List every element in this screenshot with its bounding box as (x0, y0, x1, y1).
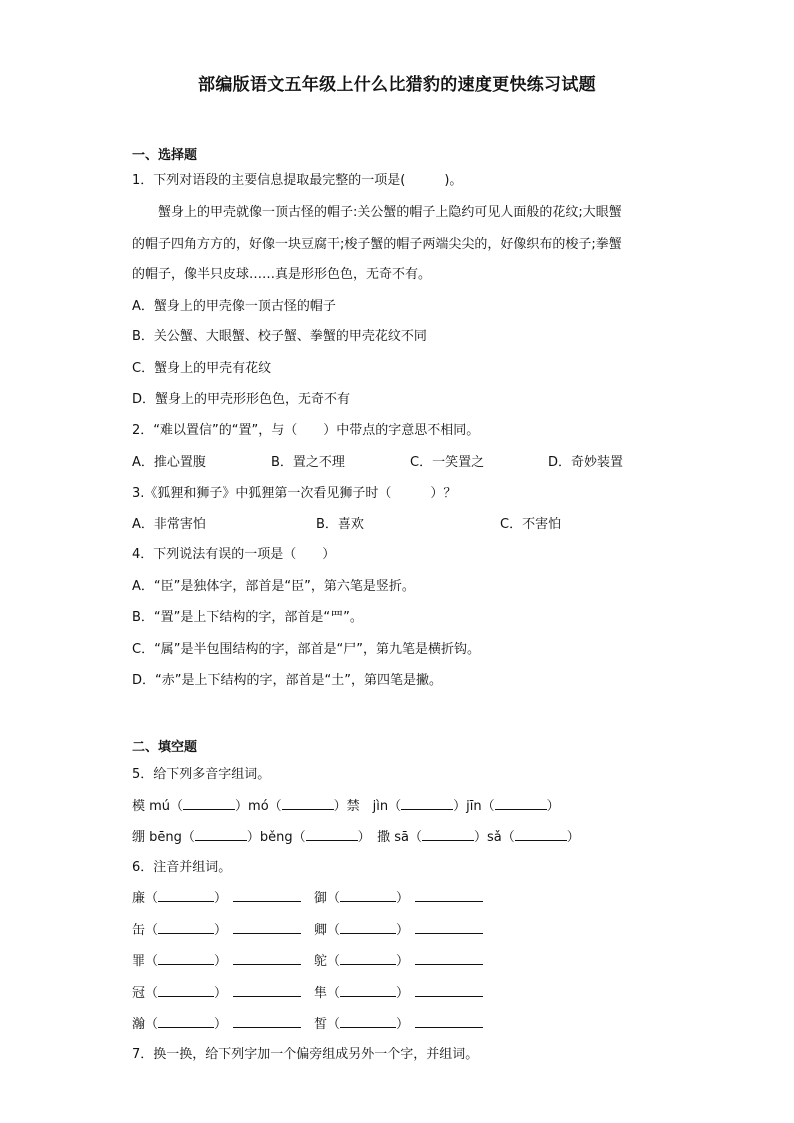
question-4-stem: 4．下列说法有误的一项是（ ） (132, 547, 336, 562)
question-1-stem: 1．下列对语段的主要信息提取最完整的一项是( )。 (132, 173, 463, 188)
open-paren: （ (145, 1017, 159, 1032)
question-6-item (314, 952, 483, 971)
answer-blank[interactable] (183, 797, 235, 810)
pinyin-blank[interactable] (158, 984, 214, 997)
pinyin-blank[interactable] (340, 952, 396, 965)
answer-blank[interactable] (401, 797, 453, 810)
question-6-character: 御 (314, 891, 328, 906)
question-6-character: 瀚 (132, 1017, 146, 1032)
question-1-option-c: C．蟹身上的甲壳有花纹 (132, 361, 272, 376)
question-2-stem: 2．“难以置信”的“置”，与（ ）中带点的字意思不相同。 (132, 423, 480, 438)
pinyin-blank[interactable] (340, 984, 396, 997)
word-blank[interactable] (233, 1015, 301, 1028)
question-6-item (132, 921, 301, 940)
close-paren: ） (214, 923, 228, 938)
question-4-option-c: C．“属”是半包围结构的字，部首是“尸”，第九笔是横折钩。 (132, 642, 481, 657)
question-6-character: 鸵 (314, 954, 328, 969)
pinyin-blank[interactable] (340, 921, 396, 934)
question-6-item (132, 889, 301, 908)
pinyin-blank[interactable] (158, 1015, 214, 1028)
answer-blank[interactable] (515, 828, 567, 841)
close-paren: ） (396, 986, 410, 1001)
open-paren: （ (145, 891, 159, 906)
page-title: 部编版语文五年级上什么比猎豹的速度更快练习试题 (198, 75, 596, 95)
close-paren: ） (214, 891, 228, 906)
question-6-character: 隼 (314, 986, 328, 1001)
open-paren: （ (145, 986, 159, 1001)
open-paren: （ (145, 954, 159, 969)
question-6-item (132, 1015, 301, 1034)
open-paren: （ (327, 986, 341, 1001)
answer-blank[interactable] (422, 828, 474, 841)
question-5-row: 模 mú（ ）mó（ ）禁 jìn（ ）jīn（ ） (132, 799, 560, 814)
word-blank[interactable] (415, 921, 483, 934)
question-4-option-d: D．“赤”是上下结构的字，部首是“土”，第四笔是撇。 (132, 673, 442, 688)
question-6-character: 廉 (132, 891, 146, 906)
question-6-character: 冠 (132, 986, 146, 1001)
close-paren: ） (396, 923, 410, 938)
question-3-stem: 3.《狐狸和狮子》中狐狸第一次看见狮子时（ ）？ (132, 486, 457, 501)
question-6-item (314, 921, 483, 940)
question-2-option-a: A．推心置腹 (132, 455, 206, 470)
word-blank[interactable] (415, 889, 483, 902)
close-paren: ） (396, 954, 410, 969)
question-4-option-a: A．“臣”是独体字，部首是“臣”，第六笔是竖折。 (132, 579, 415, 594)
question-6-character: 卿 (314, 923, 328, 938)
word-blank[interactable] (415, 984, 483, 997)
question-4-option-b: B．“置”是上下结构的字，部首是“罒”。 (132, 610, 363, 625)
question-6-stem: 6．注音并组词。 (132, 860, 232, 875)
answer-blank[interactable] (306, 828, 358, 841)
question-2-option-d: D．奇妙装置 (548, 455, 624, 470)
open-paren: （ (327, 1017, 341, 1032)
word-blank[interactable] (415, 952, 483, 965)
question-6-character: 罪 (132, 954, 146, 969)
pinyin-blank[interactable] (158, 921, 214, 934)
section-heading-choice: 一、选择题 (132, 148, 198, 163)
close-paren: ） (396, 891, 410, 906)
open-paren: （ (327, 954, 341, 969)
pinyin-blank[interactable] (158, 952, 214, 965)
question-6-character: 皙 (314, 1017, 328, 1032)
open-paren: （ (145, 923, 159, 938)
question-3-option-c: C．不害怕 (500, 517, 562, 532)
close-paren: ） (214, 986, 228, 1001)
question-1-option-b: B．关公蟹、大眼蟹、校子蟹、拳蟹的甲壳花纹不同 (132, 329, 427, 344)
close-paren: ） (214, 954, 228, 969)
word-blank[interactable] (233, 921, 301, 934)
question-1-passage-line: 蟹身上的甲壳就像一顶古怪的帽子:关公蟹的帽子上隐约可见人面般的花纹;大眼蟹 (158, 205, 622, 220)
answer-blank[interactable] (282, 797, 334, 810)
word-blank[interactable] (415, 1015, 483, 1028)
pinyin-blank[interactable] (340, 1015, 396, 1028)
word-blank[interactable] (233, 952, 301, 965)
answer-blank[interactable] (495, 797, 547, 810)
question-6-character: 缶 (132, 923, 146, 938)
question-6-item (132, 952, 301, 971)
question-6-item (314, 1015, 483, 1034)
question-6-item (314, 984, 483, 1003)
question-1-option-d: D．蟹身上的甲壳形形色色，无奇不有 (132, 392, 351, 407)
close-paren: ） (214, 1017, 228, 1032)
close-paren: ） (396, 1017, 410, 1032)
question-7-stem: 7．换一换，给下列字加一个偏旁组成另外一个字，并组词。 (132, 1047, 479, 1062)
question-2-option-b: B．置之不理 (271, 455, 345, 470)
word-blank[interactable] (233, 984, 301, 997)
section-heading-fill: 二、填空题 (132, 740, 198, 755)
open-paren: （ (327, 923, 341, 938)
question-6-item (314, 889, 483, 908)
question-5-row: 绷 bēng（ ）běng（ ） 撒 sā（ ）sǎ（ ） (132, 830, 580, 845)
word-blank[interactable] (233, 889, 301, 902)
open-paren: （ (327, 891, 341, 906)
question-5-stem: 5．给下列多音字组词。 (132, 767, 271, 782)
question-6-item (132, 984, 301, 1003)
question-1-passage-line: 的帽子，像半只皮球……真是形形色色，无奇不有。 (132, 267, 432, 282)
question-1-option-a: A．蟹身上的甲壳像一顶古怪的帽子 (132, 299, 336, 314)
question-1-passage-line: 的帽子四角方方的，好像一块豆腐干;梭子蟹的帽子两端尖尖的，好像织布的梭子;拳蟹 (132, 237, 622, 252)
pinyin-blank[interactable] (158, 889, 214, 902)
question-3-option-b: B．喜欢 (316, 517, 364, 532)
question-3-option-a: A．非常害怕 (132, 517, 206, 532)
answer-blank[interactable] (195, 828, 247, 841)
pinyin-blank[interactable] (340, 889, 396, 902)
question-2-option-c: C．一笑置之 (410, 455, 485, 470)
